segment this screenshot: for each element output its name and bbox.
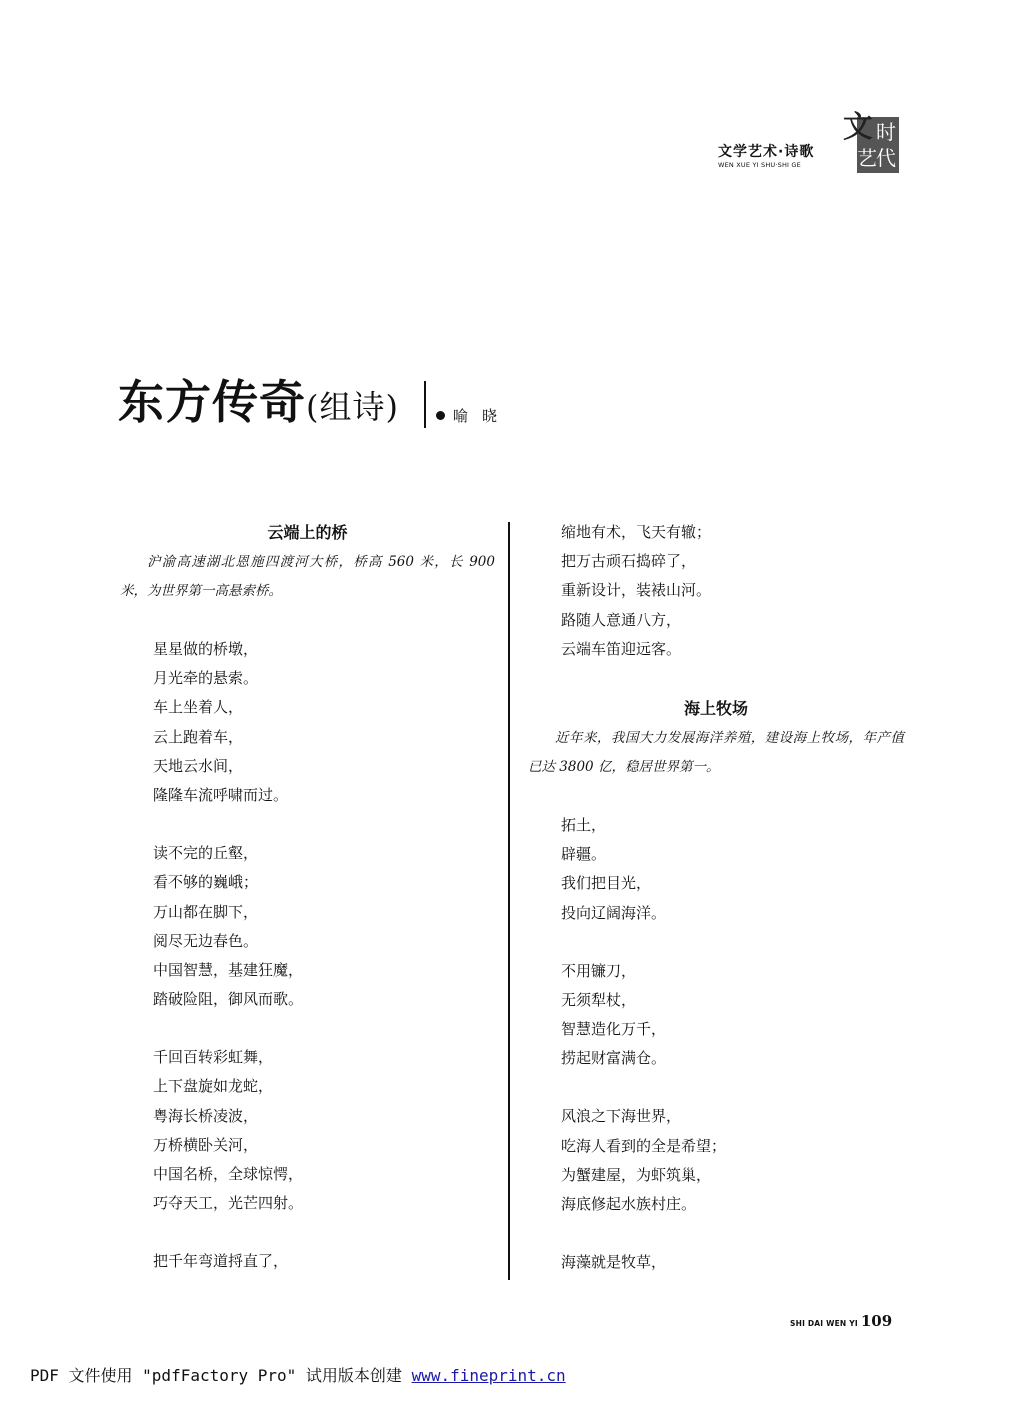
title-main: 东方传奇 [118,375,306,429]
left-column [120,518,495,1277]
poem-title: 海上牧场 [683,698,748,718]
logo-char-yi: 艺 [857,146,877,170]
poem-line: 云端车笛迎远客。 [561,639,682,658]
poem-line: 阅尽无边春色。 [153,931,259,950]
stanza-gap [120,810,495,839]
logo-char-wen: 文 [843,110,873,145]
title-divider [424,381,426,428]
poem-line: 云上跑着车， [153,727,244,746]
poem-line: 天地云水间， [153,756,244,775]
poem-line: 把万古顽石捣碎了， [561,552,697,571]
magazine-logo [843,110,899,173]
page-folio [790,1311,892,1330]
poem-line: 读不完的丘壑， [153,844,259,863]
stanza-gap [528,1073,904,1102]
poem-line: 无须犁杖， [561,990,637,1009]
stanza-gap [120,606,495,635]
logo-char-dai: 代 [876,146,896,170]
poem-line: 万桥横卧关河， [153,1135,259,1154]
poem-line: 踏破险阻，御风而歌。 [153,990,304,1009]
poem-line: 重新设计，装裱山河。 [561,581,712,600]
section-gap [528,664,904,694]
poem-line: 智慧造化万千， [561,1020,667,1039]
poem-line: 上下盘旋如龙蛇， [153,1077,274,1096]
poem-line: 风浪之下海世界， [561,1107,682,1126]
poem-line: 辟疆。 [561,845,607,864]
poem-line: 万山都在脚下， [153,902,259,921]
poem-line: 为蟹建屋，为虾筑巢， [561,1165,712,1184]
poem-line: 拓土， [561,815,607,834]
bullet-icon [436,411,445,420]
poem-line: 投向辽阔海洋。 [561,903,667,922]
article-title [118,372,399,437]
poem-line: 看不够的巍峨； [153,873,259,892]
poem-line: 不用镰刀， [561,961,637,980]
poem-note: 沪渝高速湖北恩施四渡河大桥，桥高 560 米，长 900 米，为世界第一高悬索桥。 [120,554,495,599]
pdf-watermark [30,1366,566,1386]
poem-line: 吃海人看到的全是希望； [561,1136,727,1155]
poem-line: 月光牵的悬索。 [153,669,259,688]
stanza-gap [528,1219,904,1248]
poem-line: 捞起财富满仓。 [561,1049,667,1068]
author-name: 喻晓 [453,407,512,425]
poem-note: 近年来，我国大力发展海洋养殖，建设海上牧场，年产值已达 3800 亿，稳居世界第一。 [528,729,904,775]
page-number: 109 [860,1312,893,1330]
poem-line: 粤海长桥凌波， [153,1106,259,1125]
poem-line: 中国智慧，基建狂魔， [153,960,304,979]
author-byline [436,406,511,426]
poem-line: 把千年弯道捋直了， [153,1252,289,1271]
poem-line: 我们把目光， [561,874,652,893]
right-column [528,518,904,1277]
poem-line: 路随人意通八方， [561,610,682,629]
poem-line: 巧夺天工，光芒四射。 [153,1194,304,1213]
watermark-link[interactable]: www.fineprint.cn [411,1366,566,1385]
stanza-gap [120,1014,495,1043]
section-header [718,143,836,170]
poem-line: 车上坐着人， [153,698,244,717]
poem-line: 隆隆车流呼啸而过。 [153,785,289,804]
poem-line: 中国名桥，全球惊愕， [153,1165,304,1183]
stanza-gap [528,928,904,957]
section-pinyin: WEN XUE YI SHU·SHI GE [718,161,801,169]
poem-title: 云端上的桥 [267,523,348,542]
stanza-gap [528,782,904,811]
logo-char-shi: 时 [876,120,896,144]
column-divider [508,522,510,1280]
poem-line: 千回百转彩虹舞， [153,1048,274,1067]
folio-label: SHI DAI WEN YI [790,1319,858,1328]
poem-line: 海藻就是牧草， [561,1253,667,1272]
section-label: 文学艺术·诗歌 [718,144,815,160]
title-sub: (组诗) [306,388,399,426]
poem-line: 星星做的桥墩， [153,640,259,658]
watermark-text: PDF 文件使用 "pdfFactory Pro" 试用版本创建 [30,1366,412,1385]
poem-line: 海底修起水族村庄。 [561,1195,697,1213]
poem-line: 缩地有术，飞天有辙； [561,523,712,541]
stanza-gap [120,1218,495,1247]
